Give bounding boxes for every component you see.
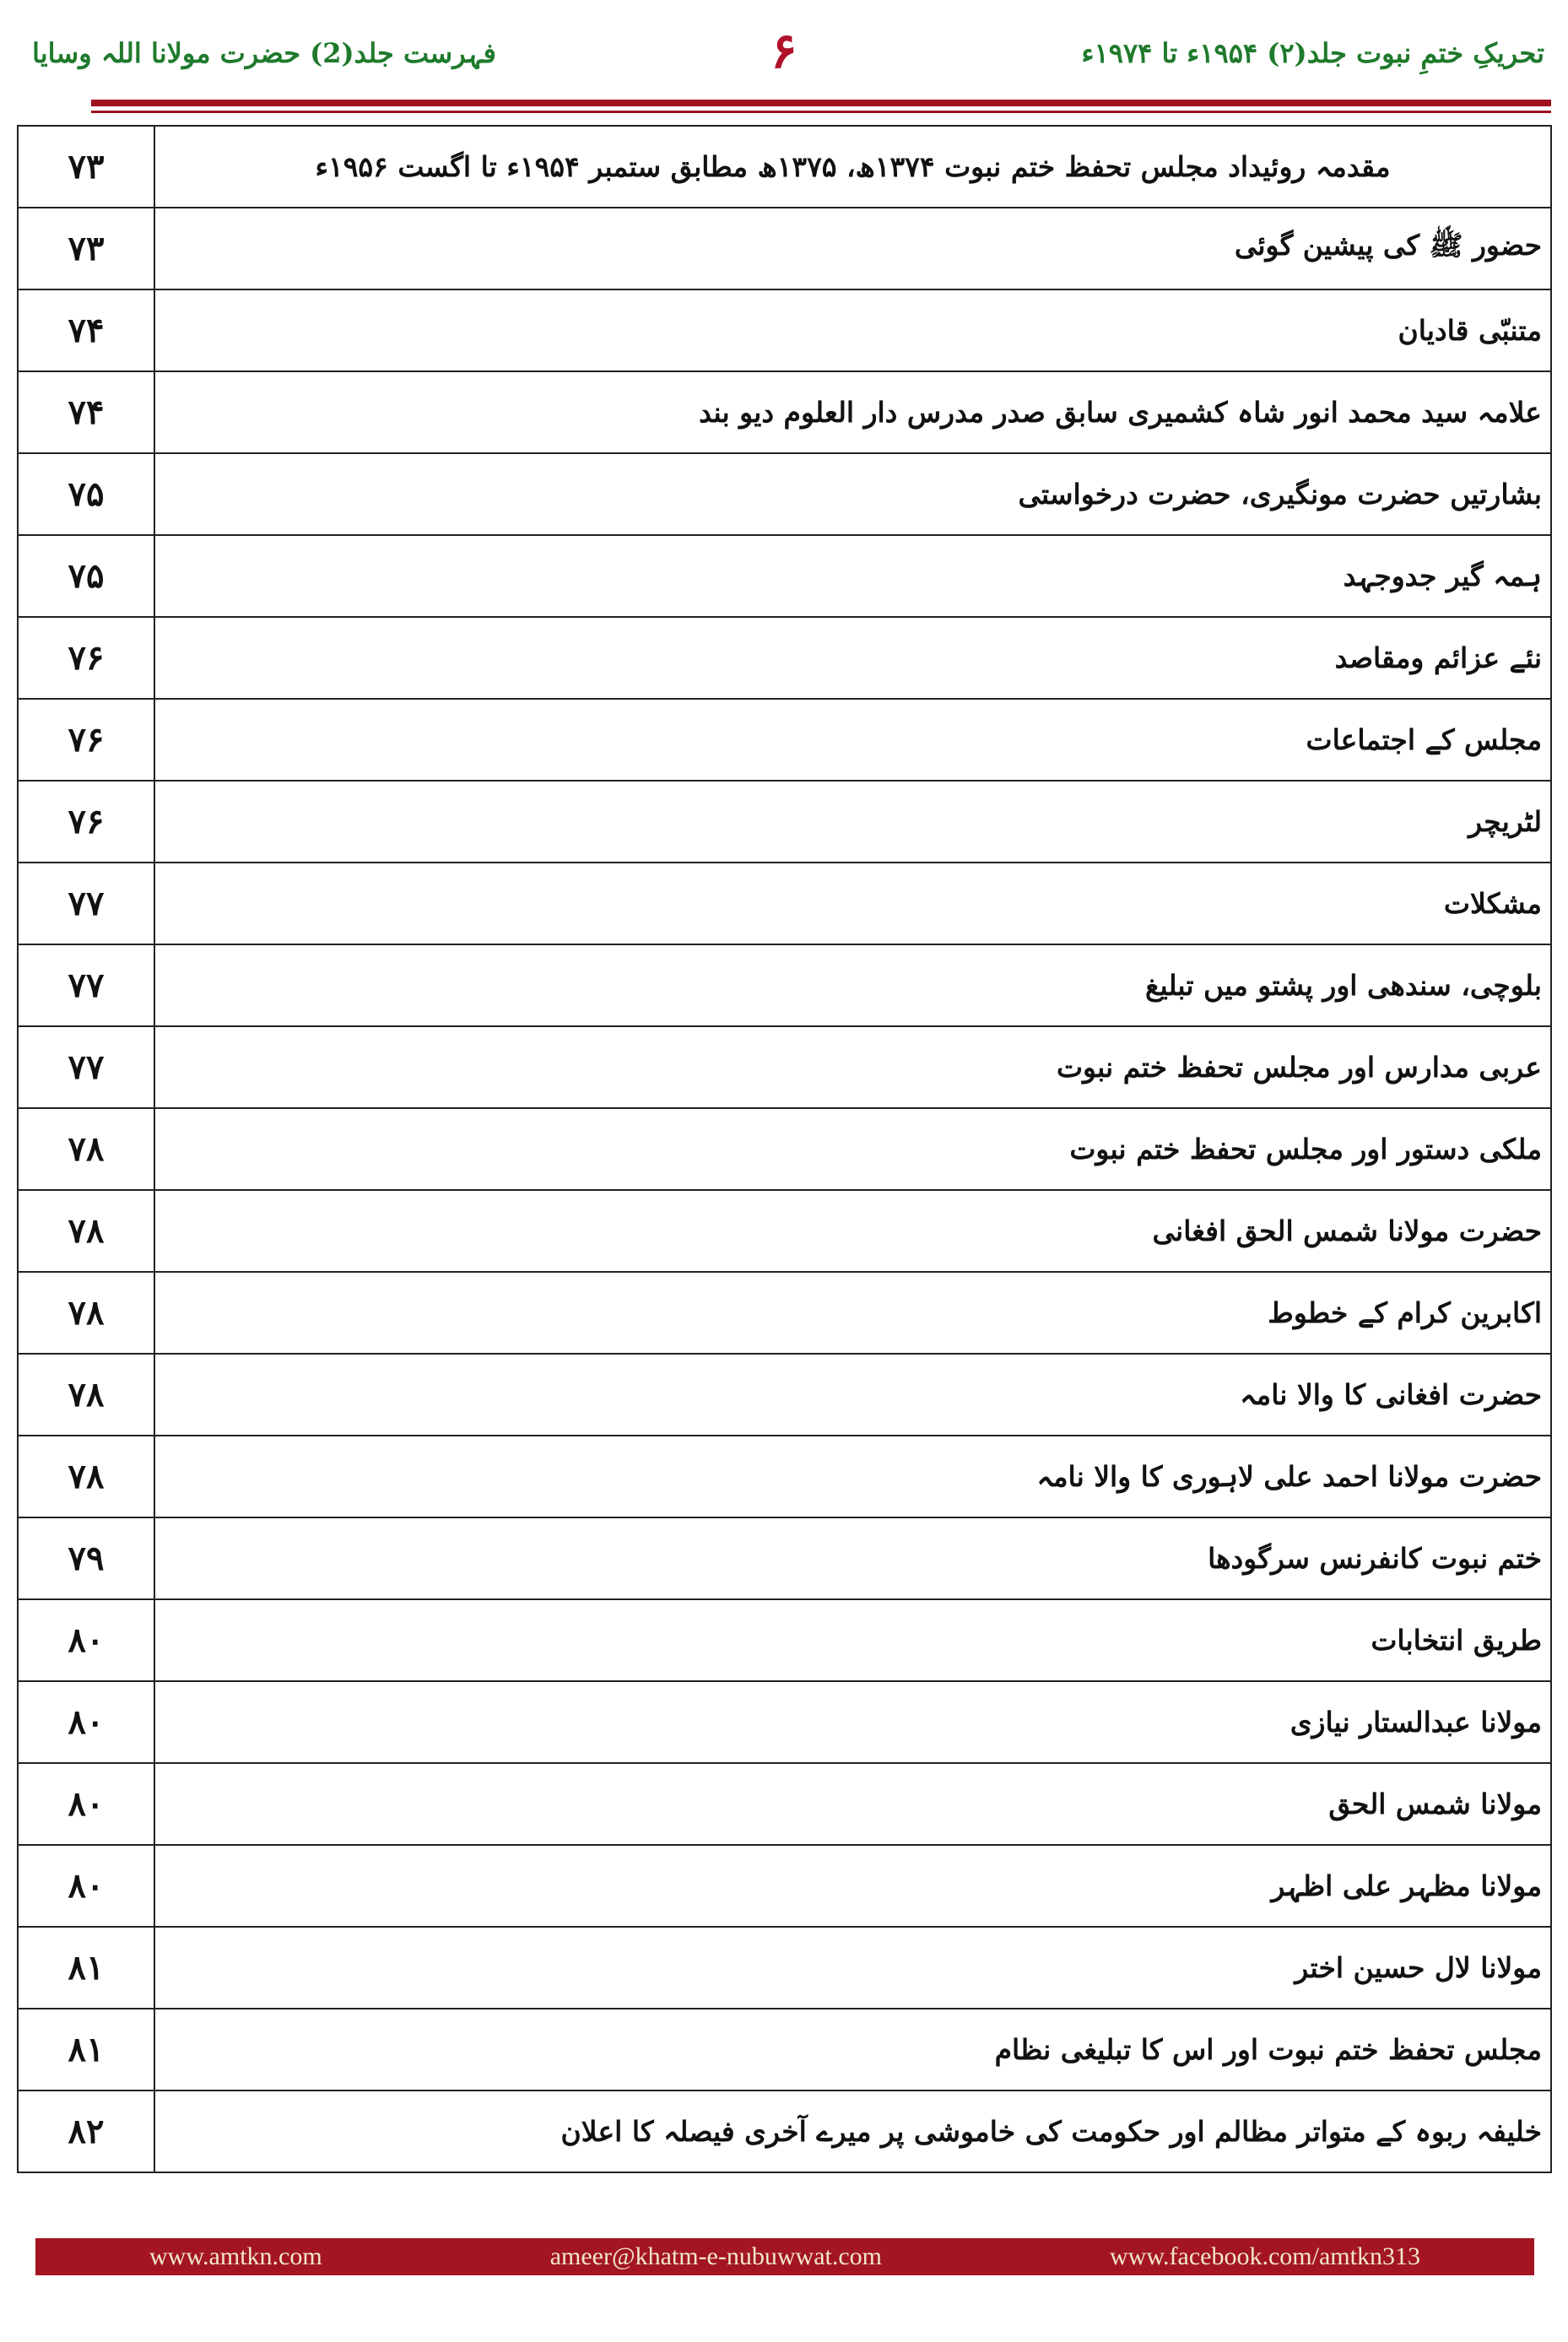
toc-row <box>18 1108 1551 1190</box>
toc-page-number: ۷۸ <box>18 1354 154 1436</box>
toc-title: حضرت مولانا شمس الحق افغانی <box>154 1190 1551 1272</box>
email-link[interactable]: ameer@khatm-e-nubuwwat.com <box>549 2242 882 2270</box>
toc-page-number: ۷۷ <box>18 944 154 1026</box>
index-title: فہرست جلد(2) حضرت مولانا اللہ وسایا <box>32 37 496 69</box>
toc-title: عربی مدارس اور مجلس تحفظ ختم نبوت <box>154 1026 1551 1108</box>
toc-title: مجلس کے اجتماعات <box>154 699 1551 781</box>
page-header <box>17 0 1551 110</box>
toc-title: مقدمہ روئیداد مجلس تحفظ ختم نبوت ۱۳۷۴ھ، ۱۳۷۵ھ مطابق ستمبر ۱۹۵۴ء تا اگست ۱۹۵۶ء <box>154 126 1551 208</box>
toc-page-number: ۸۰ <box>18 1845 154 1927</box>
toc-row <box>18 863 1551 944</box>
toc-page-number: ۸۰ <box>18 1681 154 1763</box>
toc-row <box>18 1517 1551 1599</box>
toc-title: مولانا لال حسین اختر <box>154 1927 1551 2009</box>
toc-page-number: ۷۶ <box>18 617 154 699</box>
toc-row <box>18 1190 1551 1272</box>
toc-page-number: ۷۴ <box>18 289 154 371</box>
toc-row <box>18 1927 1551 2009</box>
toc-title: حضرت مولانا احمد علی لاہوری کا والا نامہ <box>154 1436 1551 1517</box>
toc-row <box>18 371 1551 453</box>
website-link[interactable]: www.amtkn.com <box>149 2242 322 2270</box>
toc-row <box>18 126 1551 208</box>
toc-row <box>18 1763 1551 1845</box>
toc-page-number: ۷۶ <box>18 781 154 863</box>
toc-title: مجلس تحفظ ختم نبوت اور اس کا تبلیغی نظام <box>154 2009 1551 2090</box>
toc-title: مولانا مظہر علی اظہر <box>154 1845 1551 1927</box>
toc-row <box>18 1272 1551 1354</box>
toc-page-number: ۸۱ <box>18 2009 154 2090</box>
toc-title: ملکی دستور اور مجلس تحفظ ختم نبوت <box>154 1108 1551 1190</box>
toc-page-number: ۸۰ <box>18 1763 154 1845</box>
toc-row <box>18 781 1551 863</box>
toc-page-number: ۷۸ <box>18 1436 154 1517</box>
page-number: ۶ <box>770 22 798 79</box>
toc-title: ہمہ گیر جدوجہد <box>154 535 1551 617</box>
toc-title: بشارتیں حضرت مونگیری، حضرت درخواستی <box>154 453 1551 535</box>
toc-row <box>18 2009 1551 2090</box>
toc-page-number: ۷۵ <box>18 453 154 535</box>
toc-page-number: ۸۱ <box>18 1927 154 2009</box>
toc-page-number: ۷۷ <box>18 863 154 944</box>
toc-page-number: ۷۵ <box>18 535 154 617</box>
toc-title: اکابرین کرام کے خطوط <box>154 1272 1551 1354</box>
toc-title: حضور ﷺ کی پیشین گوئی <box>154 208 1551 289</box>
toc-row <box>18 1599 1551 1681</box>
toc-row <box>18 944 1551 1026</box>
toc-title: بلوچی، سندھی اور پشتو میں تبلیغ <box>154 944 1551 1026</box>
toc-row <box>18 535 1551 617</box>
toc-row <box>18 289 1551 371</box>
page-footer <box>35 2238 1534 2275</box>
toc-row <box>18 617 1551 699</box>
toc-row <box>18 699 1551 781</box>
toc-page-number: ۷۷ <box>18 1026 154 1108</box>
toc-row <box>18 1026 1551 1108</box>
toc-page-number: ۷۳ <box>18 126 154 208</box>
toc-page-number: ۷۴ <box>18 371 154 453</box>
toc-title: طریق انتخابات <box>154 1599 1551 1681</box>
toc-title: خلیفہ ربوہ کے متواتر مظالم اور حکومت کی خاموشی پر میرے آخری فیصلہ کا اعلان <box>154 2090 1551 2172</box>
toc-row <box>18 1354 1551 1436</box>
toc-title: علامہ سید محمد انور شاہ کشمیری سابق صدر مدرس دار العلوم دیو بند <box>154 371 1551 453</box>
toc-page-number: ۷۳ <box>18 208 154 289</box>
toc-title: ختم نبوت کانفرنس سرگودھا <box>154 1517 1551 1599</box>
toc-title: لٹریچر <box>154 781 1551 863</box>
toc-title: مولانا شمس الحق <box>154 1763 1551 1845</box>
header-rule-thick <box>91 100 1551 106</box>
toc-title: متنبّی قادیان <box>154 289 1551 371</box>
toc-page-number: ۸۰ <box>18 1599 154 1681</box>
toc-row <box>18 1681 1551 1763</box>
header-rule-thin <box>91 111 1551 113</box>
toc-row <box>18 1436 1551 1517</box>
toc-page-number: ۷۹ <box>18 1517 154 1599</box>
book-title: تحریکِ ختمِ نبوت جلد(۲) ۱۹۵۴ء تا ۱۹۷۴ء <box>1081 37 1544 69</box>
toc-row <box>18 453 1551 535</box>
toc-page-number: ۷۸ <box>18 1272 154 1354</box>
toc-title: مشکلات <box>154 863 1551 944</box>
toc-row <box>18 2090 1551 2172</box>
toc-title: مولانا عبدالستار نیازی <box>154 1681 1551 1763</box>
toc-page-number: ۸۲ <box>18 2090 154 2172</box>
toc-page-number: ۷۸ <box>18 1108 154 1190</box>
toc-row <box>18 1845 1551 1927</box>
facebook-link[interactable]: www.facebook.com/amtkn313 <box>1110 2242 1420 2270</box>
toc-title: نئے عزائم ومقاصد <box>154 617 1551 699</box>
toc-page-number: ۷۸ <box>18 1190 154 1272</box>
toc-title: حضرت افغانی کا والا نامہ <box>154 1354 1551 1436</box>
table-of-contents <box>17 125 1552 2173</box>
toc-page-number: ۷۶ <box>18 699 154 781</box>
toc-row <box>18 208 1551 289</box>
